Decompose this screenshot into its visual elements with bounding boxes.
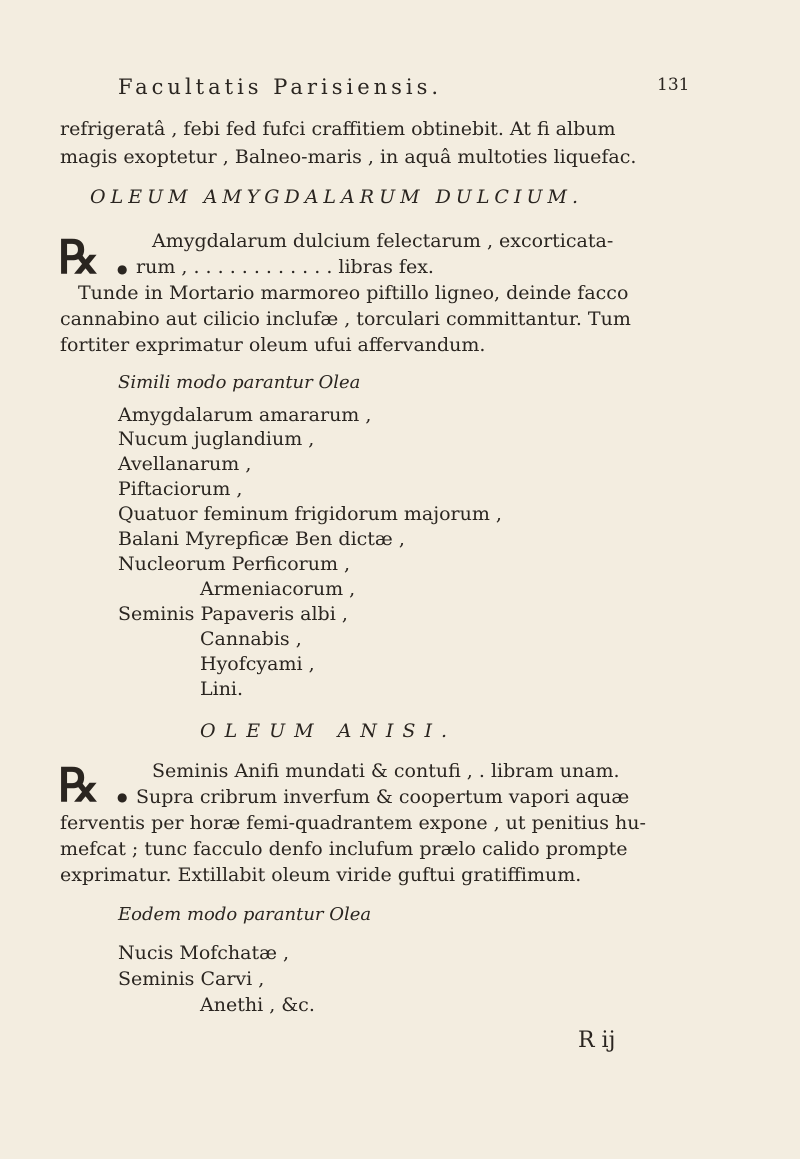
recipe1-line-3: Tunde in Mortario marmoreo piftillo ligneo, deinde facco: [78, 282, 629, 304]
list1-item: Hyofcyami ,: [200, 653, 315, 675]
list1-item: Amygdalarum amararum ,: [118, 404, 372, 426]
list2-item: Anethi , &c.: [200, 994, 315, 1016]
list1-item: Balani Myrepficæ Ben dictæ ,: [118, 528, 405, 550]
list2-item: Seminis Carvi ,: [118, 968, 265, 990]
bullet-dot-icon: ●: [117, 790, 128, 804]
list1-item: Armeniacorum ,: [200, 578, 356, 600]
recipe1-line-5: fortiter exprimatur oleum ufui affervandum.: [60, 334, 486, 356]
section-title-oleum-amygdalarum: OLEUM AMYGDALARUM DULCIUM.: [90, 186, 583, 208]
list1-item: Lini.: [200, 678, 244, 700]
list1-item: Quatuor feminum frigidorum majorum ,: [118, 503, 502, 525]
recipe2-line-5: exprimatur. Extillabit oleum viride guftui gratiffimum.: [60, 864, 582, 886]
recipe2-line-3: ferventis per horæ femi-quadrantem expone , ut penitius hu-: [60, 812, 646, 834]
bullet-dot-icon: ●: [117, 262, 128, 276]
recipe1-line-4: cannabino aut cilicio inclufæ , torculari committantur. Tum: [60, 308, 631, 330]
list1-item: Nucum juglandium ,: [118, 428, 315, 450]
signature-mark: R ij: [578, 1028, 616, 1053]
recipe1-line-1: Amygdalarum dulcium felectarum , excorticata-: [152, 230, 614, 252]
simili-heading: Simili modo parantur Olea: [118, 372, 361, 393]
list1-item: Piftaciorum ,: [118, 478, 243, 500]
intro-line-2: magis exoptetur , Balneo-maris , in aquâ multoties liquefac.: [60, 146, 637, 168]
page-number: 131: [657, 75, 690, 95]
recipe2-line-1: Seminis Anifi mundati & contufi , . libram unam.: [152, 760, 620, 782]
intro-line-1: refrigeratâ , febi fed fufci craffitiem obtinebit. At fi album: [60, 118, 616, 140]
recipe2-line-2: Supra cribrum inverfum & coopertum vapori aquæ: [136, 786, 630, 808]
recipe2-line-4: mefcat ; tunc facculo denfo inclufum prælo calido prompte: [60, 838, 628, 860]
recipe1-line-2: rum , . . . . . . . . . . . . libras fex.: [136, 256, 434, 278]
section-title-oleum-anisi: OLEUM ANISI.: [200, 720, 456, 742]
eodem-heading: Eodem modo parantur Olea: [118, 904, 372, 925]
running-header: Facultatis Parisiensis.: [118, 75, 443, 99]
list1-item: Nucleorum Perficorum ,: [118, 553, 351, 575]
recipe-symbol: ℞: [58, 230, 100, 284]
list2-item: Nucis Mofchatæ ,: [118, 942, 290, 964]
list1-item: Avellanarum ,: [118, 453, 252, 475]
recipe-symbol: ℞: [58, 758, 100, 812]
list1-item: Cannabis ,: [200, 628, 302, 650]
list1-item: Seminis Papaveris albi ,: [118, 603, 348, 625]
